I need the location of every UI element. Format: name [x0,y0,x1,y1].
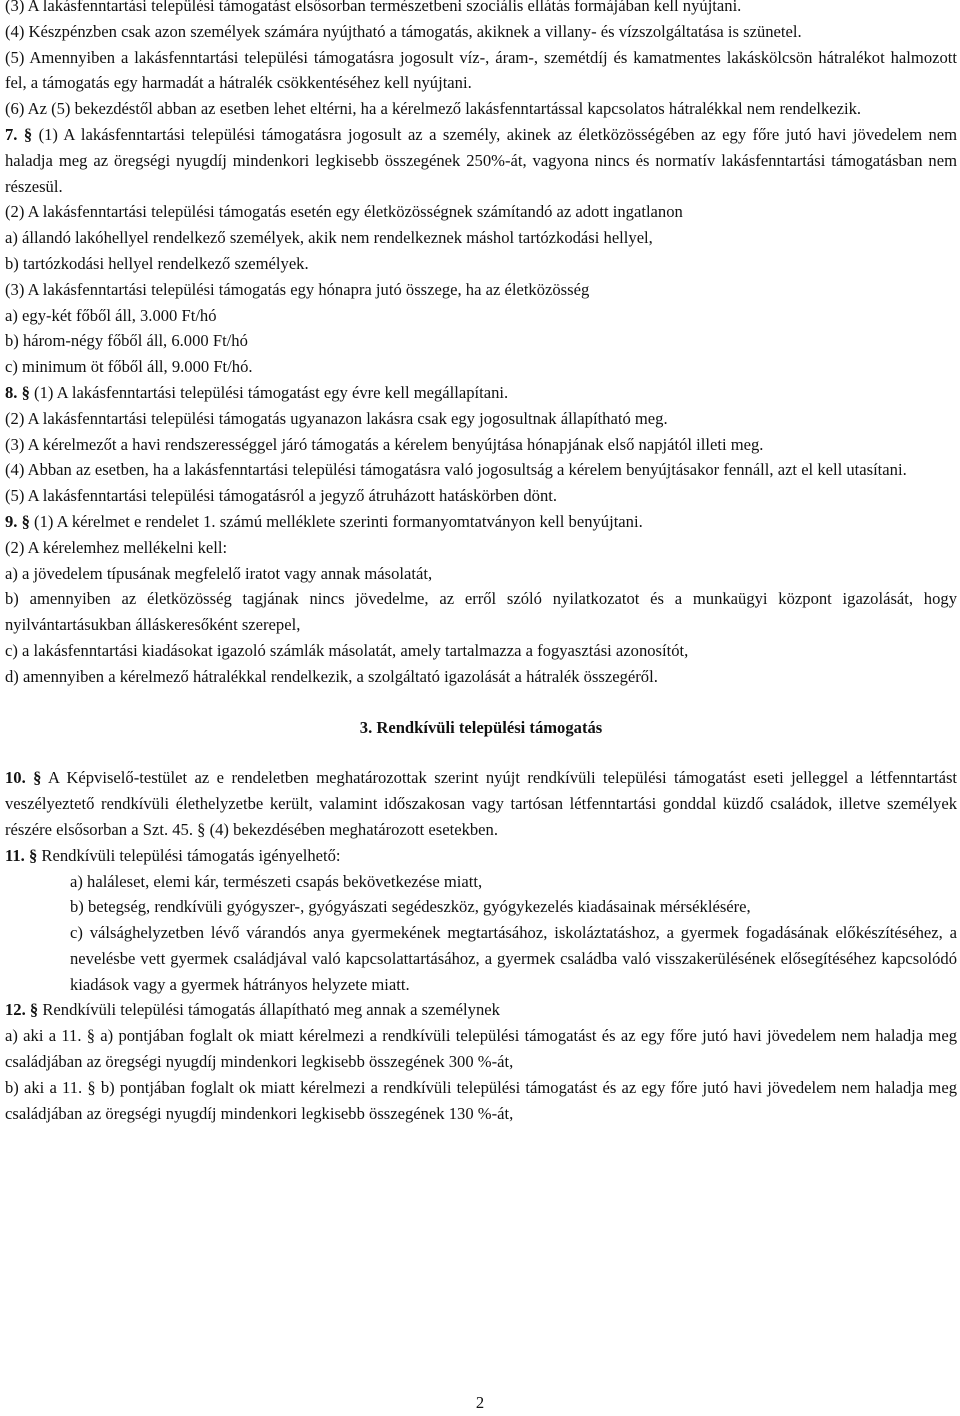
section-10-para: 10. § A Képviselő-testület az e rendeletben meghatározottak szerint nyújt rendkívüli települési támogatást eseti jelleggel a létfenntartást veszélyeztető rendkívüli élethelyzetbe került, valamint időszakosan vagy tartósan létfenntartási gonddal küzdő családok, illetve személyek részére elsősorban a Szt. 45. § (4) bekezdésében meghatározott esetekben. [5,768,958,839]
paragraph: b) aki a 11. § b) pontjában foglalt ok miatt kérelmezi a rendkívüli települési támogatást és az egy főre jutó havi jövedelem nem haladja meg családjában az öregségi nyugdíj mindenkori legkisebb összegének 130 %-át, [5,1077,957,1123]
section-8-para-1: 8. § (1) A lakásfenntartási települési támogatást egy évre kell megállapítani. [5,382,509,402]
paragraph: c) minimum öt főből áll, 9.000 Ft/hó. [5,357,253,377]
section-9-para-1: 9. § (1) A kérelmet e rendelet 1. számú melléklete szerinti formanyomtatványon kell benyújtani. [5,511,643,531]
paragraph: b) három-négy főből áll, 6.000 Ft/hó [5,331,248,351]
paragraph: (3) A kérelmezőt a havi rendszerességgel járó támogatás a kérelem benyújtása hónapjának első napjától illeti meg. [5,434,764,454]
section-number: 11. § [5,845,38,865]
section-12-para: 12. § Rendkívüli települési támogatás állapítható meg annak a személynek [5,1000,500,1020]
list-item: a) haláleset, elemi kár, természeti csapás bekövetkezése miatt, [70,871,483,891]
section-number: 8. § [5,382,30,402]
paragraph: a) a jövedelem típusának megfelelő iratot vagy annak másolatát, [5,563,433,583]
paragraph: (3) A lakásfenntartási települési támogatást elsősorban természetbeni szociális ellátás formájában kell nyújtani. [5,0,742,15]
list-item: b) betegség, rendkívüli gyógyszer-, gyógyászati segédeszköz, gyógykezelés kiadásainak mérséklésére, [70,897,751,917]
paragraph: b) tartózkodási hellyel rendelkező személyek. [5,253,309,273]
paragraph: (2) A lakásfenntartási települési támogatás esetén egy életközösségnek számítandó az adott ingatlanon [5,202,683,222]
paragraph: (2) A lakásfenntartási települési támogatás ugyanazon lakásra csak egy jogosultnak állapítható meg. [5,408,668,428]
section-number: 7. § [5,124,33,144]
paragraph: a) egy-két főből áll, 3.000 Ft/hó [5,305,217,325]
paragraph: a) aki a 11. § a) pontjában foglalt ok miatt kérelmezi a rendkívüli települési támogatást és az egy főre jutó havi jövedelem nem haladja meg családjában az öregségi nyugdíj mindenkori legkisebb összegének 300 %-át, [5,1026,957,1072]
paragraph: b) amennyiben az életközösség tagjának nincs jövedelme, az erről szóló nyilatkozatot és a munkaügyi központ igazolását, hogy nyilvántartásukban álláskeresőként szerepel, [5,589,957,635]
list-item: c) válsághelyzetben lévő várandós anya gyermekének megtartásához, iskoláztatáshoz, a gyermek fogadásának előkészítéséhez, a nevelésbe vett gyermek családjával való kapcsolattartásához, a gyermek családba való visszakerülésének elősegítéséhez kapcsolódó kiadások vagy a gyermek hátrányos helyzete miatt. [70,923,957,994]
section-number: 10. § [5,768,42,788]
paragraph: (6) Az (5) bekezdéstől abban az esetben lehet eltérni, ha a kérelmező lakásfenntartással kapcsolatos hátralékkal nem rendelkezik. [5,99,862,119]
paragraph: c) a lakásfenntartási kiadásokat igazoló számlák másolatát, amely tartalmazza a fogyasztási azonosítót, [5,640,689,660]
paragraph: d) amennyiben a kérelmező hátralékkal rendelkezik, a szolgáltató igazolását a hátralék összegéről. [5,666,658,686]
paragraph: (5) Amennyiben a lakásfenntartási települési támogatásra jogosult víz-, áram-, szemétdíj és kamatmentes lakáskölcsön hátralékot halmozott fel, a támogatás egy harmadát a hátralék csökkentéséhez kell nyújtani. [5,47,957,93]
paragraph: (5) A lakásfenntartási települési támogatásról a jegyző átruházott hatáskörben dönt. [5,486,558,506]
paragraph: (2) A kérelemhez mellékelni kell: [5,537,228,557]
page-number: 2 [475,1393,485,1412]
paragraph: a) állandó lakóhellyel rendelkező személyek, akik nem rendelkeznek máshol tartózkodási hellyel, [5,228,653,248]
section-11-para: 11. § Rendkívüli települési támogatás igényelhető: [5,845,341,865]
paragraph: (4) Abban az esetben, ha a lakásfenntartási települési támogatásra való jogosultság a kérelem benyújtásakor fennáll, azt el kell utasítani. [5,460,907,480]
document-page [5,0,957,1126]
section-7-para-1: 7. § (1) A lakásfenntartási települési támogatásra jogosult az a személy, akinek az életközösségében az egy főre jutó havi jövedelem nem haladja meg az öregségi nyugdíj mindenkori legkisebb összegének 250%-át, vagyona nincs és normatív lakásfenntartási támogatásban nem részesül. [5,124,958,196]
paragraph: (4) Készpénzben csak azon személyek számára nyújtható a támogatás, akiknek a villany- és vízszolgáltatása is szünetel. [5,21,802,41]
paragraph: (3) A lakásfenntartási települési támogatás egy hónapra jutó összege, ha az életközösség [5,279,590,299]
section-number: 12. § [5,1000,39,1020]
section-number: 9. § [5,511,30,531]
chapter-heading: 3. Rendkívüli települési támogatás [359,717,603,737]
